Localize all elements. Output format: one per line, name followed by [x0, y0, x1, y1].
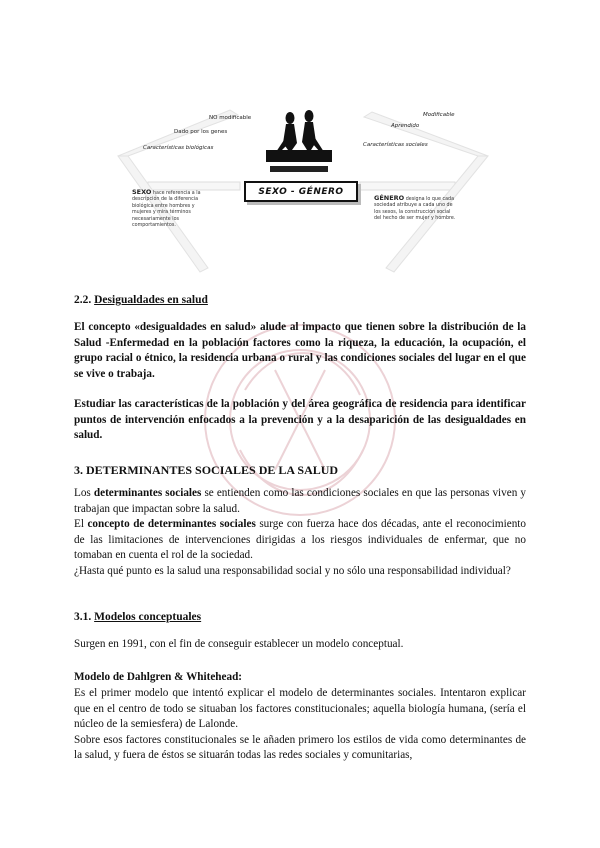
dahlgren-whitehead-title: Modelo de Dahlgren & Whitehead:	[74, 671, 243, 683]
sexo-genero-diagram	[0, 0, 600, 280]
dahlgren-paragraph-2: Sobre esos factores constitucionales se le añaden primero los estilos de vida como determinantes de la salud, y fuera de éstos se situarán todas las redes sociales y comunitarias,	[74, 733, 526, 762]
genero-line4: del hecho de ser mujer y hombre.	[374, 216, 456, 222]
section-3-1-number: 3.1.	[74, 611, 95, 623]
sexo-genero-title: SEXO - GÉNERO	[258, 186, 344, 197]
right-arrow-shape	[360, 112, 488, 272]
sexo-line6: comportamientos.	[132, 223, 176, 229]
sexo-line5: necesariamente los	[132, 216, 180, 222]
determinantes-question: ¿Hasta qué punto es la salud una responsabilidad social y no sólo una responsabilidad individual?	[74, 564, 511, 577]
genero-definition	[374, 195, 474, 223]
genero-term: GÉNERO	[374, 194, 405, 202]
couple-silhouette-icon	[266, 110, 332, 172]
concepto-determinantes-term: concepto de determinantes sociales	[87, 518, 256, 531]
no-modificable-label: NO modificable	[209, 115, 252, 121]
dahlgren-body	[74, 686, 526, 764]
determinantes-paragraph-1: Los determinantes sociales se entienden como las condiciones sociales en que las personas viven y trabajan que impactan sobre la salud.	[74, 487, 526, 515]
sexo-line2: descripción de la diferencia	[132, 197, 199, 203]
dahlgren-paragraph-1: Es el primer modelo que intentó explicar el modelo de determinantes sociales. Intentaron explicar que en el centro de todo se situaban los factores constitucionales; aquella biología humana, (sería el núcleo de la semiesfera) de Lalonde.	[74, 687, 526, 731]
modelos-intro: Surgen en 1991, con el fin de conseguir establecer un modelo conceptual.	[74, 638, 404, 650]
aprendido-label: Aprendido	[391, 123, 420, 129]
genero-line2: sociedad atribuye a cada uno de	[374, 203, 453, 209]
caracteristicas-sociales-label: Características sociales	[363, 142, 428, 148]
section-3-body	[74, 486, 526, 580]
caracteristicas-biologicas-label: Características biológicas	[143, 145, 214, 151]
sexo-definition	[132, 189, 227, 229]
section-2-2-number: 2.2.	[74, 294, 95, 306]
section-2-2-title: Desigualdades en salud	[94, 294, 208, 306]
modificable-label: Modificable	[423, 112, 455, 118]
sexo-line3: biológica entre hombres y	[132, 203, 195, 209]
section-2-2-heading	[74, 294, 208, 306]
desigualdades-paragraph-1: El concepto «desigualdades en salud» alude al impacto que tienen sobre la distribución de la Salud -Enfermedad en la población factores como la riqueza, la educación, la ocupación, el grupo racial o étnico, la residencia urbana o rural y las condiciones sociales del lugar en el que se vive o trabaja.	[74, 321, 526, 380]
section-3-heading: 3. DETERMINANTES SOCIALES DE LA SALUD	[74, 463, 339, 477]
sexo-line1: hace referencia a la	[151, 191, 201, 196]
sexo-line4: mujeres y mira términos	[132, 210, 191, 216]
dado-genes-label: Dado por los genes	[174, 129, 228, 135]
section-3-1-title: Modelos conceptuales	[94, 611, 202, 623]
sexo-term: SEXO	[132, 188, 152, 196]
sexo-genero-box	[244, 181, 358, 202]
genero-line1: designa lo que cada	[404, 197, 455, 202]
section-3-1-heading	[74, 611, 201, 623]
determinantes-sociales-term: determinantes sociales	[93, 487, 202, 499]
genero-line3: los sexos, la construcción social	[374, 209, 451, 215]
determinantes-paragraph-2: El concepto de determinantes sociales surge con fuerza hace dos décadas, ante el reconocimiento de las limitaciones de intervenciones dirigidas a los riesgos individuales de enfermar, que no tomaban en cuenta el rol de la sociedad.	[74, 518, 526, 562]
diagram-arrows	[0, 0, 600, 280]
desigualdades-paragraph-2: Estudiar las características de la población y del área geográfica de residencia para identificar puntos de intervención enfocados a la prevención y a la desaparición de las desigualdades en salud.	[74, 398, 526, 442]
